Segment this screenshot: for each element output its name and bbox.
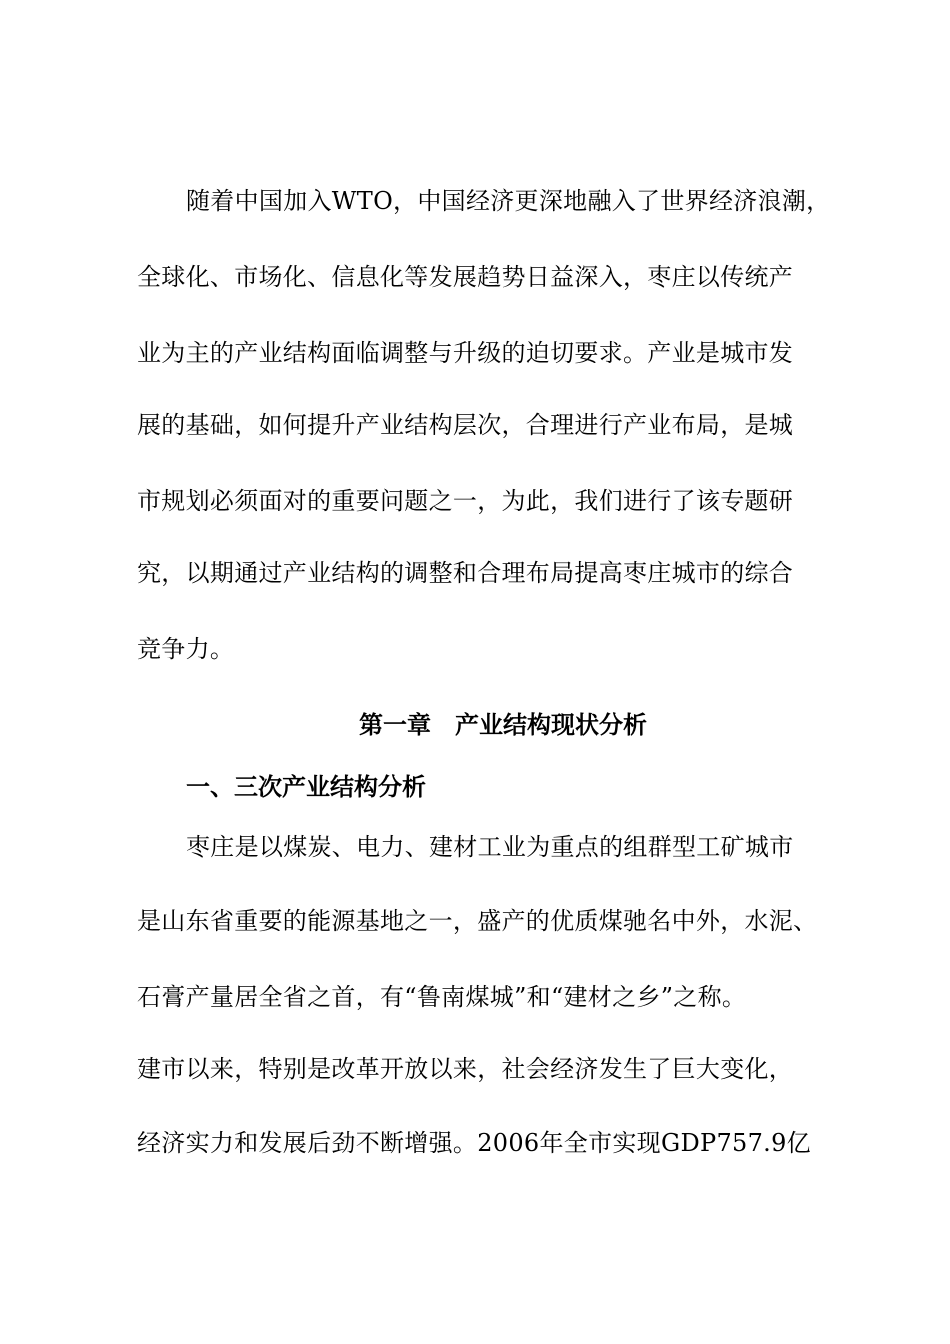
paragraph-line: 业为主的产业结构面临调整与升级的迫切要求。产业是城市发 <box>137 339 794 367</box>
chapter-title: 第一章 产业结构现状分析 <box>359 711 647 739</box>
paragraph-line: 石膏产量居全省之首，有“鲁南煤城”和“建材之乡”之称。 <box>137 983 747 1011</box>
paragraph-line: 展的基础，如何提升产业结构层次，合理进行产业布局，是城 <box>137 411 794 439</box>
paragraph-line: 是山东省重要的能源基地之一，盛产的优质煤驰名中外，水泥、 <box>137 907 818 935</box>
paragraph-line: 全球化、市场化、信息化等发展趋势日益深入，枣庄以传统产 <box>137 263 794 291</box>
paragraph-line: 随着中国加入WTO，中国经济更深地融入了世界经济浪潮， <box>186 187 831 215</box>
paragraph-line: 建市以来，特别是改革开放以来，社会经济发生了巨大变化， <box>137 1055 794 1083</box>
paragraph-line: 经济实力和发展后劲不断增强。2006年全市实现GDP757.9亿 <box>137 1129 811 1157</box>
paragraph-line: 究，以期通过产业结构的调整和合理布局提高枣庄城市的综合 <box>137 559 794 587</box>
section-title: 一、三次产业结构分析 <box>186 773 426 801</box>
paragraph-line: 市规划必须面对的重要问题之一，为此，我们进行了该专题研 <box>137 487 794 515</box>
paragraph-line: 枣庄是以煤炭、电力、建材工业为重点的组群型工矿城市 <box>186 833 794 861</box>
paragraph-line: 竞争力。 <box>137 635 235 663</box>
